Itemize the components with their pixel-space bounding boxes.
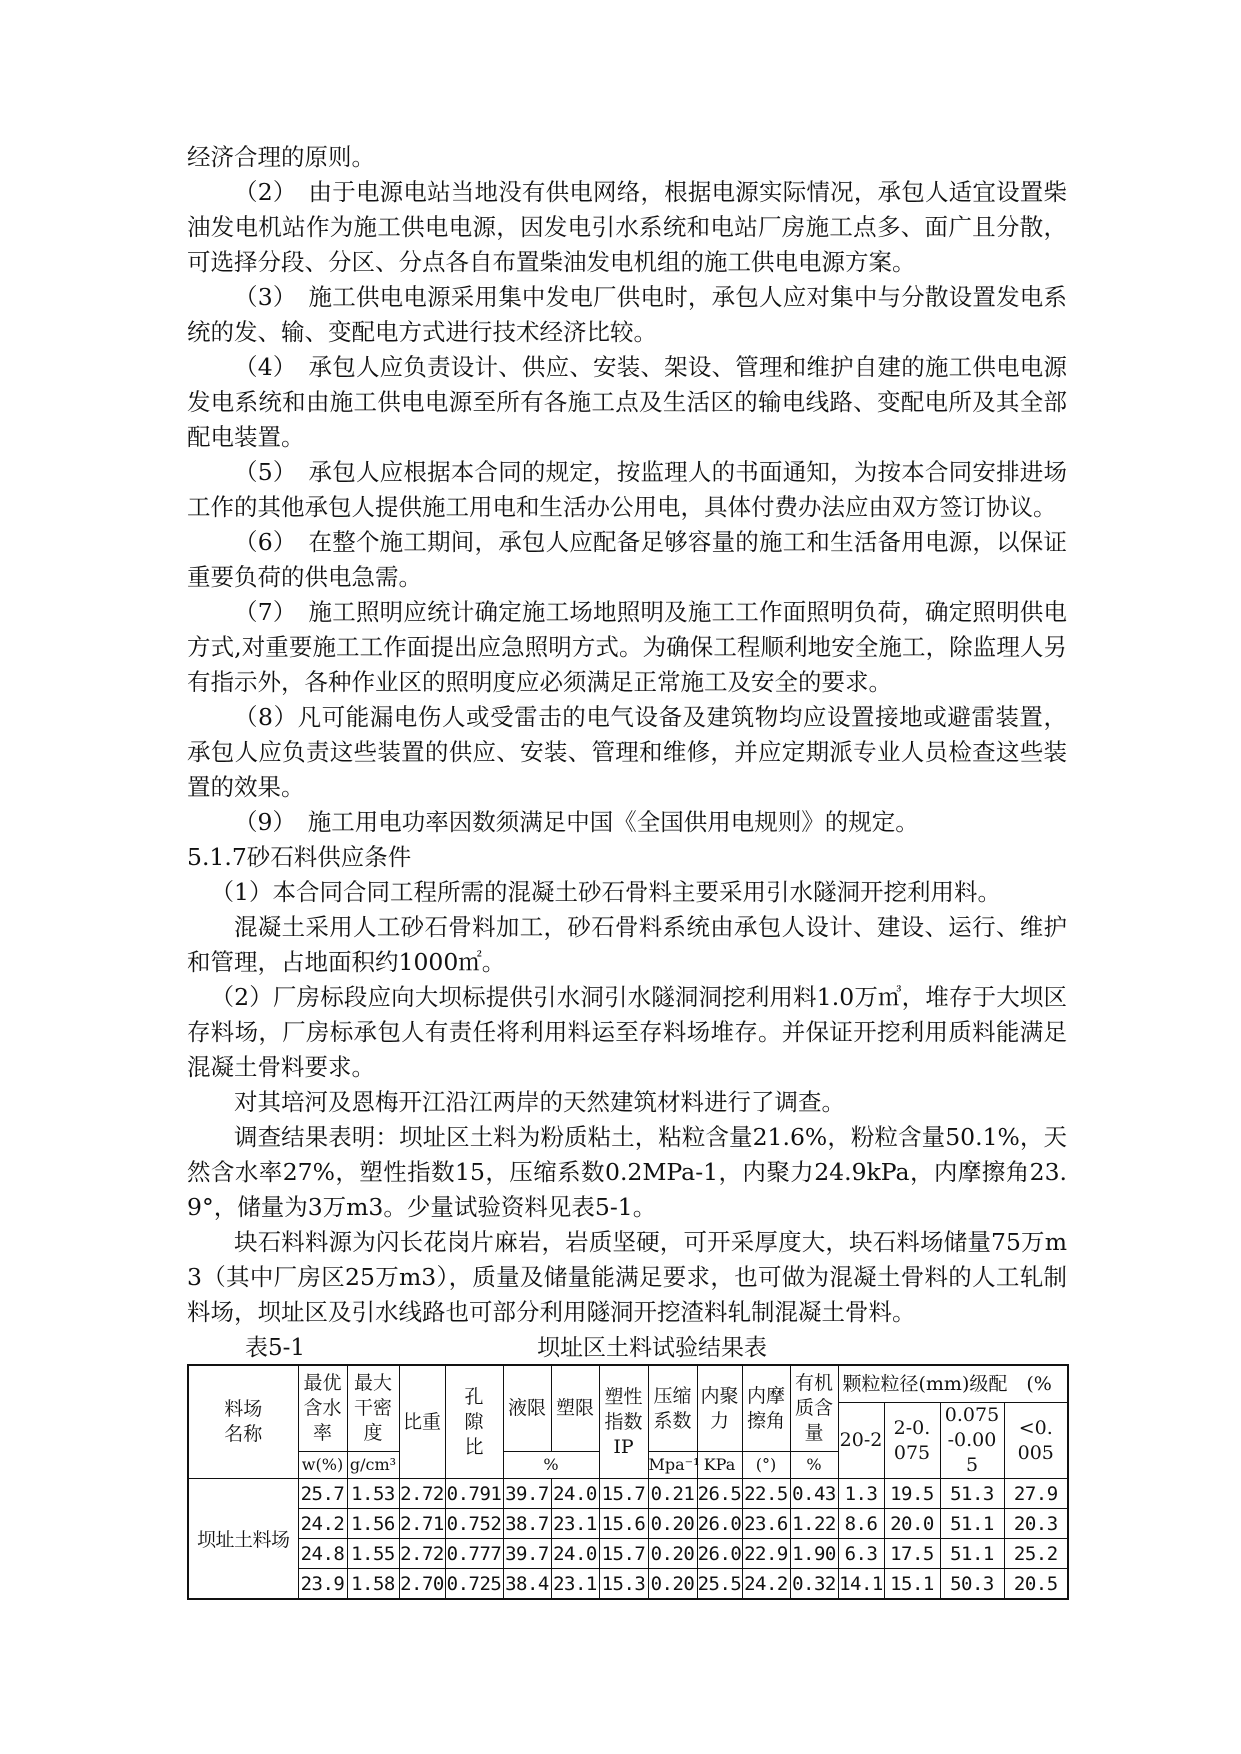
table-cell: 23.6 (742, 1509, 790, 1539)
table-cell: 0.21 (648, 1479, 697, 1509)
table-cell: 38.4 (503, 1569, 551, 1600)
table-row (188, 1479, 1068, 1509)
table-cell: 2.72 (399, 1479, 445, 1509)
soil-test-table (187, 1364, 1069, 1600)
site-name-cell: 坝址土料场 (188, 1479, 298, 1600)
paragraph: 块石料料源为闪长花岗片麻岩，岩质坚硬，可开采厚度大，块石料场储量75万m3（其中厂房区25万m3），质量及储量能满足要求，也可做为混凝土骨料的人工轧制料场，坝址区及引水线路也可部分利用隧洞开挖渣料轧制混凝土骨料。 (187, 1228, 1067, 1326)
table-cell: 14.1 (838, 1569, 884, 1600)
table-cell: 23.9 (298, 1569, 347, 1600)
paragraph: 调查结果表明：坝址区土料为粉质粘土，粘粒含量21.6%，粉粒含量50.1%，天然含水率27%，塑性指数15，压缩系数0.2MPa-1，内聚力24.9kPa，内摩擦角23.9°，储量为3万m3。少量试验资料见表5-1。 (187, 1123, 1067, 1221)
table-cell: 0.20 (648, 1539, 697, 1569)
table-cell: 2.71 (399, 1509, 445, 1539)
table-cell: 15.7 (599, 1479, 648, 1509)
table-cell: 17.5 (884, 1539, 940, 1569)
paragraph: 经济合理的原则。 (187, 143, 375, 171)
table-cell: 1.3 (838, 1479, 884, 1509)
table-cell: 25.2 (1004, 1539, 1068, 1569)
header-plasticity-index: 塑性指数IP (599, 1365, 648, 1479)
table-cell: 24.0 (551, 1539, 599, 1569)
header-opt-moisture: 最优含水率 (298, 1365, 347, 1452)
table-caption-number: 表5-1 (245, 1335, 306, 1361)
header-grain-0075-0005: 0.075-0.005 (940, 1403, 1004, 1479)
table-cell: 15.3 (599, 1569, 648, 1600)
table-cell: 0.725 (445, 1569, 503, 1600)
header-cohesion: 内聚力 (697, 1365, 742, 1452)
table-cell: 8.6 (838, 1509, 884, 1539)
table-cell: 39.7 (503, 1539, 551, 1569)
table-cell: 15.7 (599, 1539, 648, 1569)
unit-max-density: g/cm³ (347, 1452, 399, 1479)
header-organic: 有机质含量 (790, 1365, 838, 1452)
paragraph: （9） 施工用电功率因数须满足中国《全国供用电规则》的规定。 (234, 808, 919, 836)
paragraph: （7） 施工照明应统计确定施工场地照明及施工工作面照明负荷，确定照明供电方式,对重要施工工作面提出应急照明方式。为确保工程顺利地安全施工，除监理人另有指示外，各种作业区的照明度应必须满足正常施工及安全的要求。 (187, 598, 1067, 696)
table-cell: 0.791 (445, 1479, 503, 1509)
table-cell: 0.777 (445, 1539, 503, 1569)
table-cell: 23.1 (551, 1509, 599, 1539)
table-cell: 1.90 (790, 1539, 838, 1569)
table-caption-title: 坝址区土料试验结果表 (537, 1335, 767, 1361)
header-specific-gravity: 比重 (399, 1365, 445, 1479)
header-grain-group: 颗粒粒径(mm)级配 (% (838, 1365, 1068, 1403)
table-cell: 0.20 (648, 1569, 697, 1600)
table-cell: 2.70 (399, 1569, 445, 1600)
paragraph: （2） 由于电源电站当地没有供电网络，根据电源实际情况，承包人适宜设置柴油发电机站作为施工供电电源，因发电引水系统和电站厂房施工点多、面广且分散，可选择分段、分区、分点各自布置柴油发电机组的施工供电电源方案。 (187, 178, 1067, 276)
table-cell: 23.1 (551, 1569, 599, 1600)
table-cell: 26.0 (697, 1539, 742, 1569)
paragraph: （1）本合同合同工程所需的混凝土砂石骨料主要采用引水隧洞开挖利用料。 (210, 878, 1001, 906)
paragraph: 5.1.7砂石料供应条件 (187, 843, 412, 871)
table-cell: 50.3 (940, 1569, 1004, 1600)
header-liquid-limit: 液限 (503, 1365, 551, 1452)
header-friction-angle: 内摩擦角 (742, 1365, 790, 1452)
table-cell: 51.3 (940, 1479, 1004, 1509)
table-row (188, 1509, 1068, 1539)
header-grain-lt-0005: <0.005 (1004, 1403, 1068, 1479)
paragraph: （5） 承包人应根据本合同的规定，按监理人的书面通知，为按本合同安排进场工作的其他承包人提供施工用电和生活办公用电，具体付费办法应由双方签订协议。 (187, 458, 1067, 521)
paragraph: （6） 在整个施工期间，承包人应配备足够容量的施工和生活备用电源，以保证重要负荷的供电急需。 (187, 528, 1067, 591)
header-plastic-limit: 塑限 (551, 1365, 599, 1452)
paragraph: （2）厂房标段应向大坝标提供引水洞引水隧洞洞挖利用料1.0万㎥，堆存于大坝区存料场，厂房标承包人有责任将利用料运至存料场堆存。并保证开挖利用质料能满足混凝土骨料要求。 (187, 983, 1067, 1081)
paragraph: （4） 承包人应负责设计、供应、安装、架设、管理和维护自建的施工供电电源发电系统和由施工供电电源至所有各施工点及生活区的输电线路、变配电所及其全部配电装置。 (187, 353, 1067, 451)
paragraph: （3） 施工供电电源采用集中发电厂供电时，承包人应对集中与分散设置发电系统的发、输、变配电方式进行技术经济比较。 (187, 283, 1067, 346)
header-site-name: 料场名称 (188, 1365, 298, 1479)
table-cell: 0.43 (790, 1479, 838, 1509)
header-compress-coef: 压缩系数 (648, 1365, 697, 1452)
table-cell: 1.22 (790, 1509, 838, 1539)
unit-opt-moisture: w(%) (298, 1452, 347, 1479)
unit-organic: % (790, 1452, 838, 1479)
table-cell: 1.56 (347, 1509, 399, 1539)
table-cell: 2.72 (399, 1539, 445, 1569)
table-cell: 39.7 (503, 1479, 551, 1509)
table-cell: 20.5 (1004, 1569, 1068, 1600)
table-cell: 19.5 (884, 1479, 940, 1509)
table-cell: 51.1 (940, 1509, 1004, 1539)
table-cell: 24.2 (298, 1509, 347, 1539)
table-cell: 24.0 (551, 1479, 599, 1509)
table-cell: 0.20 (648, 1509, 697, 1539)
table-caption (187, 1332, 1067, 1364)
unit-limits: % (503, 1452, 599, 1479)
header-grain-20-2: 20-2 (838, 1403, 884, 1479)
unit-cohesion: KPa (697, 1452, 742, 1479)
paragraph: 对其培河及恩梅开江沿江两岸的天然建筑材料进行了调查。 (234, 1088, 845, 1116)
table-row (188, 1539, 1068, 1569)
table-cell: 1.55 (347, 1539, 399, 1569)
header-grain-2-0075: 2-0.075 (884, 1403, 940, 1479)
table-cell: 15.1 (884, 1569, 940, 1600)
table-cell: 1.58 (347, 1569, 399, 1600)
table-cell: 24.8 (298, 1539, 347, 1569)
header-max-density: 最大干密度 (347, 1365, 399, 1452)
table-cell: 22.9 (742, 1539, 790, 1569)
table-cell: 6.3 (838, 1539, 884, 1569)
table-cell: 25.5 (697, 1569, 742, 1600)
table-body (188, 1479, 1068, 1600)
body-text (187, 140, 1067, 1330)
table-cell: 25.7 (298, 1479, 347, 1509)
paragraph: （8）凡可能漏电伤人或受雷击的电气设备及建筑物均应设置接地或避雷装置，承包人应负责这些装置的供应、安装、管理和维修，并应定期派专业人员检查这些装置的效果。 (187, 703, 1067, 801)
table-cell: 24.2 (742, 1569, 790, 1600)
table-cell: 20.3 (1004, 1509, 1068, 1539)
table-cell: 27.9 (1004, 1479, 1068, 1509)
table-cell: 22.5 (742, 1479, 790, 1509)
table-cell: 20.0 (884, 1509, 940, 1539)
table-cell: 26.0 (697, 1509, 742, 1539)
document-page (187, 140, 1067, 1600)
table-cell: 15.6 (599, 1509, 648, 1539)
table-cell: 26.5 (697, 1479, 742, 1509)
table-cell: 0.752 (445, 1509, 503, 1539)
table-row (188, 1569, 1068, 1600)
header-void-ratio: 孔隙比 (445, 1365, 503, 1479)
table-cell: 0.32 (790, 1569, 838, 1600)
table-cell: 1.53 (347, 1479, 399, 1509)
unit-compress-coef: Mpa⁻¹ (648, 1452, 697, 1479)
table-cell: 51.1 (940, 1539, 1004, 1569)
unit-friction-angle: (°) (742, 1452, 790, 1479)
paragraph: 混凝土采用人工砂石骨料加工，砂石骨料系统由承包人设计、建设、运行、维护和管理，占地面积约1000㎡。 (187, 913, 1067, 976)
table-cell: 38.7 (503, 1509, 551, 1539)
